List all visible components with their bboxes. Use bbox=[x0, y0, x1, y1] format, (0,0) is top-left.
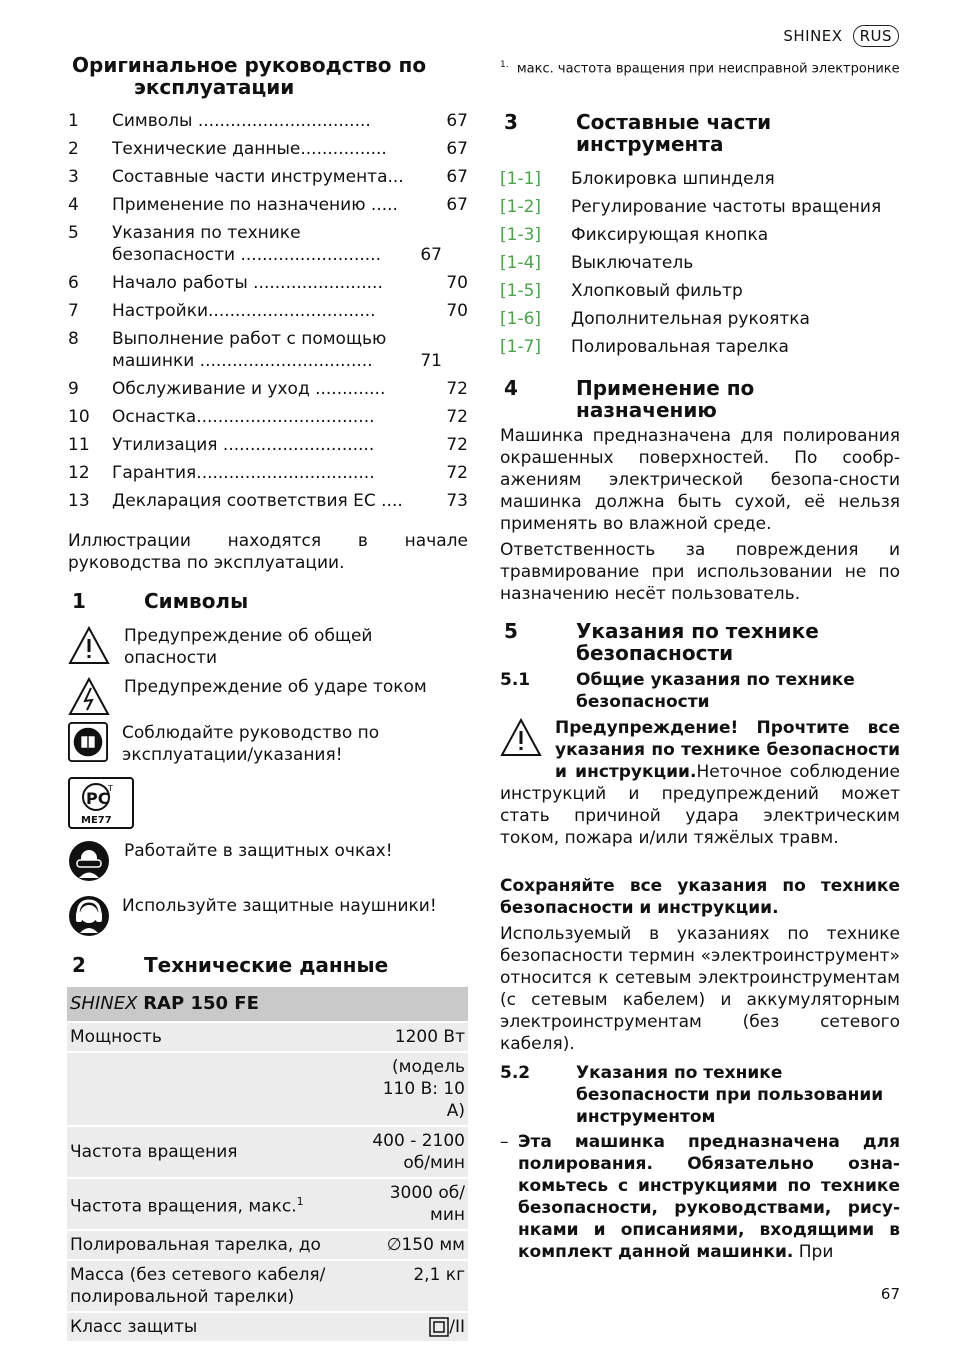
toc-row[interactable] bbox=[68, 138, 468, 160]
toc-text: Начало работы ........................ bbox=[112, 273, 383, 293]
part-ref: [1-1] bbox=[500, 169, 542, 189]
toc-text: Применение по назначению ..... bbox=[112, 195, 398, 215]
electric-shock-icon bbox=[68, 676, 110, 718]
toc-num: 5 bbox=[68, 223, 79, 243]
section-number: 4 bbox=[504, 376, 518, 400]
section-5-2-heading bbox=[500, 1062, 900, 1128]
section-number: 5.1 bbox=[500, 670, 531, 690]
list-item bbox=[500, 196, 900, 218]
part-ref: [1-2] bbox=[500, 197, 542, 217]
spec-value: 1200 Вт bbox=[363, 1022, 468, 1052]
symbol-row bbox=[68, 676, 468, 718]
part-text: Выключатель bbox=[571, 253, 694, 273]
toc-page: 72 bbox=[446, 463, 468, 483]
part-ref: [1-5] bbox=[500, 281, 542, 301]
term-definition: Используемый в указаниях по технике безопасности термин «электроинструмент» относится к сетевым электроинструментам (с сетевым кабелем) и аккумуляторным электроинструментам (без сетевого кабеля). bbox=[500, 924, 900, 1054]
bullet-bold: Эта машинка предназначена для полирования. Обязательно озна-комьтесь с инструкциями по технике безопасности, руководствами, рису-нками и описаниями, входящими в комплект данной машинки. bbox=[518, 1132, 900, 1262]
symbol-text: Используйте защитные наушники! bbox=[122, 896, 437, 916]
section-title: Применение по назначению bbox=[576, 376, 755, 422]
table-row bbox=[67, 1126, 468, 1178]
footnote-ref: 1 bbox=[296, 1194, 304, 1208]
spec-value: ∅150 мм bbox=[363, 1230, 468, 1260]
toc-page: 72 bbox=[446, 407, 468, 427]
section-4-paragraph-2: Ответственность за повреждения и травмирование при использовании не по назначению несёт пользователь. bbox=[500, 540, 900, 604]
bullet-dash: – bbox=[500, 1132, 509, 1152]
symbol-row bbox=[68, 625, 468, 669]
toc-text: Оснастка................................. bbox=[112, 407, 375, 427]
part-ref: [1-4] bbox=[500, 253, 542, 273]
spec-label: Полировальная тарелка, до bbox=[67, 1230, 363, 1260]
toc-page: 67 bbox=[446, 111, 468, 131]
part-text: Дополнительная рукоятка bbox=[571, 309, 810, 329]
toc-text: Технические данные................ bbox=[112, 139, 387, 159]
section-title: Указания по технике безопасности при пользовании инструментом bbox=[576, 1063, 884, 1127]
toc-page: 72 bbox=[446, 435, 468, 455]
toc-row[interactable] bbox=[68, 272, 468, 294]
safety-goggles-icon bbox=[68, 840, 110, 882]
list-item bbox=[500, 224, 900, 246]
illustrations-note: Иллюстрации находятся в начале руководства по эксплуатации. bbox=[68, 531, 468, 573]
spec-label: Мощность bbox=[67, 1022, 363, 1052]
toc-row[interactable] bbox=[68, 166, 468, 188]
footnote-text: макс. частота вращения при неисправной электронике bbox=[516, 61, 900, 77]
toc-page: 67 bbox=[446, 195, 468, 215]
spec-value: 3000 об/мин bbox=[363, 1178, 468, 1230]
toc-num: 12 bbox=[68, 463, 90, 483]
part-ref: [1-3] bbox=[500, 225, 542, 245]
section-number: 5.2 bbox=[500, 1063, 531, 1083]
document-title bbox=[72, 54, 472, 98]
table-row bbox=[67, 1022, 468, 1052]
toc-row[interactable] bbox=[68, 462, 468, 484]
toc-num: 6 bbox=[68, 273, 79, 293]
spec-table bbox=[67, 987, 468, 1343]
section-1-heading bbox=[68, 590, 468, 612]
part-text: Хлопковый фильтр bbox=[571, 281, 743, 301]
toc-row[interactable] bbox=[68, 378, 468, 400]
language-badge: RUS bbox=[853, 25, 899, 47]
toc-page: 71 bbox=[420, 351, 442, 371]
parts-list bbox=[500, 168, 900, 364]
toc-row[interactable] bbox=[68, 222, 468, 266]
toc-page: 67 bbox=[420, 245, 442, 265]
toc-row[interactable] bbox=[68, 490, 468, 512]
toc-text: Выполнение работ с помощью машинки ................................ bbox=[112, 329, 387, 371]
toc-num: 10 bbox=[68, 407, 90, 427]
part-text: Регулирование частоты вращения bbox=[571, 197, 882, 217]
toc-num: 3 bbox=[68, 167, 79, 187]
bullet-tail: При bbox=[793, 1242, 834, 1262]
section-2-heading bbox=[68, 954, 468, 976]
toc-text: Декларация соответствия ЕС .... bbox=[112, 491, 403, 511]
spec-value: /II bbox=[449, 1317, 465, 1337]
certification-mark: ME77 bbox=[81, 815, 112, 826]
section-number: 1 bbox=[72, 589, 86, 613]
toc-num: 9 bbox=[68, 379, 79, 399]
spec-label: Частота вращения, макс. bbox=[70, 1196, 297, 1217]
toc-text: Обслуживание и уход ............. bbox=[112, 379, 386, 399]
toc-num: 7 bbox=[68, 301, 79, 321]
title-line-1: Оригинальное руководство по bbox=[72, 53, 427, 77]
toc-row[interactable] bbox=[68, 434, 468, 456]
toc-text: Символы ................................ bbox=[112, 111, 371, 131]
toc-page: 72 bbox=[446, 379, 468, 399]
toc-text: Составные части инструмента... bbox=[112, 167, 404, 187]
section-title: Общие указания по технике безопасности bbox=[576, 670, 855, 712]
section-5-heading bbox=[500, 620, 900, 664]
warning-text: Неточное соблюдение инструкций и предупреждений может стать причиной удара электрическим током, пожара и/или тяжёлых травм. bbox=[500, 762, 900, 848]
table-row bbox=[67, 1178, 468, 1230]
section-4-heading bbox=[500, 377, 900, 421]
spec-value: (модель 110 В: 10 А) bbox=[363, 1052, 468, 1126]
table-row bbox=[67, 1052, 468, 1126]
section-number: 2 bbox=[72, 953, 86, 977]
page-number: 67 bbox=[880, 1285, 900, 1303]
pct-certification-icon bbox=[68, 777, 134, 834]
list-item bbox=[500, 336, 900, 358]
symbol-row bbox=[68, 895, 468, 937]
spec-label bbox=[67, 1052, 363, 1126]
toc-page: 73 bbox=[446, 491, 468, 511]
part-text: Блокировка шпинделя bbox=[571, 169, 775, 189]
toc-page: 70 bbox=[446, 273, 468, 293]
toc-row[interactable] bbox=[68, 300, 468, 322]
keep-instructions: Сохраняйте все указания по технике безопасности и инструкции. bbox=[500, 876, 900, 918]
toc-num: 4 bbox=[68, 195, 79, 215]
footnote-mark: 1. bbox=[500, 60, 509, 70]
table-of-contents bbox=[68, 110, 468, 518]
toc-page: 70 bbox=[446, 301, 468, 321]
list-item bbox=[500, 1131, 900, 1263]
spec-value: 400 - 2100 об/мин bbox=[363, 1126, 468, 1178]
spec-brand: SHINEX bbox=[70, 993, 138, 1014]
list-item bbox=[500, 168, 900, 190]
warning-bold: Предупреждение! Прочтите все указания по технике безопасности и инструкции. bbox=[555, 718, 900, 782]
list-item bbox=[500, 308, 900, 330]
toc-text: Утилизация ............................ bbox=[112, 435, 375, 455]
toc-page: 67 bbox=[446, 167, 468, 187]
brand-name: SHINEX bbox=[783, 27, 843, 45]
section-3-heading bbox=[500, 111, 900, 155]
ear-protection-icon bbox=[68, 895, 110, 937]
symbol-row bbox=[68, 722, 468, 766]
footnote bbox=[500, 56, 900, 78]
list-item bbox=[500, 252, 900, 274]
part-ref: [1-7] bbox=[500, 337, 542, 357]
toc-num: 2 bbox=[68, 139, 79, 159]
part-text: Фиксирующая кнопка bbox=[571, 225, 769, 245]
toc-num: 11 bbox=[68, 435, 90, 455]
section-5-1-heading bbox=[500, 669, 900, 713]
svg-text:PC: PC bbox=[86, 789, 110, 808]
section-title: Составные части инструмента bbox=[576, 110, 772, 156]
symbol-text: Предупреждение об общей опасности bbox=[124, 626, 373, 668]
toc-num: 8 bbox=[68, 329, 79, 349]
symbol-text: Предупреждение об ударе током bbox=[124, 677, 427, 697]
section-4-paragraph-1: Машинка предназначена для полирования окрашенных поверхностей. По сообр-ажениям электрической безопа-сности машинка должна быть сухой, её нельзя применять во влажной среде. bbox=[500, 426, 900, 534]
toc-row[interactable] bbox=[68, 406, 468, 428]
part-text: Полировальная тарелка bbox=[571, 337, 789, 357]
table-row bbox=[67, 1312, 468, 1342]
warning-triangle-icon bbox=[68, 625, 110, 667]
safety-warning bbox=[500, 717, 900, 849]
symbol-row bbox=[68, 840, 468, 882]
section-number: 3 bbox=[504, 110, 518, 134]
spec-label: Класс защиты bbox=[67, 1312, 363, 1342]
symbol-text: Работайте в защитных очках! bbox=[124, 841, 393, 861]
list-item bbox=[500, 280, 900, 302]
toc-text: Гарантия................................. bbox=[112, 463, 375, 483]
toc-text: Настройки............................... bbox=[112, 301, 376, 321]
read-manual-icon bbox=[68, 722, 108, 762]
title-line-2: эксплуатации bbox=[134, 75, 295, 99]
toc-row[interactable] bbox=[68, 194, 468, 216]
spec-value: 2,1 кг bbox=[363, 1260, 468, 1312]
section-number: 5 bbox=[504, 619, 518, 643]
spec-label: Масса (без сетевого кабеля/ полировальной тарелки) bbox=[67, 1260, 363, 1312]
protection-class-icon bbox=[429, 1317, 449, 1337]
part-ref: [1-6] bbox=[500, 309, 542, 329]
section-title: Технические данные bbox=[144, 953, 389, 977]
toc-row[interactable] bbox=[68, 110, 468, 132]
header bbox=[783, 25, 899, 47]
svg-text:T: T bbox=[108, 784, 113, 793]
spec-label: Частота вращения bbox=[67, 1126, 363, 1178]
section-title: Указания по технике безопасности bbox=[576, 619, 819, 665]
section-title: Символы bbox=[144, 589, 249, 613]
toc-num: 1 bbox=[68, 111, 79, 131]
table-row bbox=[67, 1230, 468, 1260]
spec-header-row bbox=[67, 987, 468, 1022]
toc-text: Указания по технике безопасности .......................... bbox=[112, 223, 381, 265]
toc-row[interactable] bbox=[68, 328, 468, 372]
toc-page: 67 bbox=[446, 139, 468, 159]
toc-num: 13 bbox=[68, 491, 90, 511]
table-row bbox=[67, 1260, 468, 1312]
symbol-text: Соблюдайте руководство по эксплуатации/указания! bbox=[122, 723, 380, 765]
spec-model: RAP 150 FE bbox=[143, 993, 259, 1014]
